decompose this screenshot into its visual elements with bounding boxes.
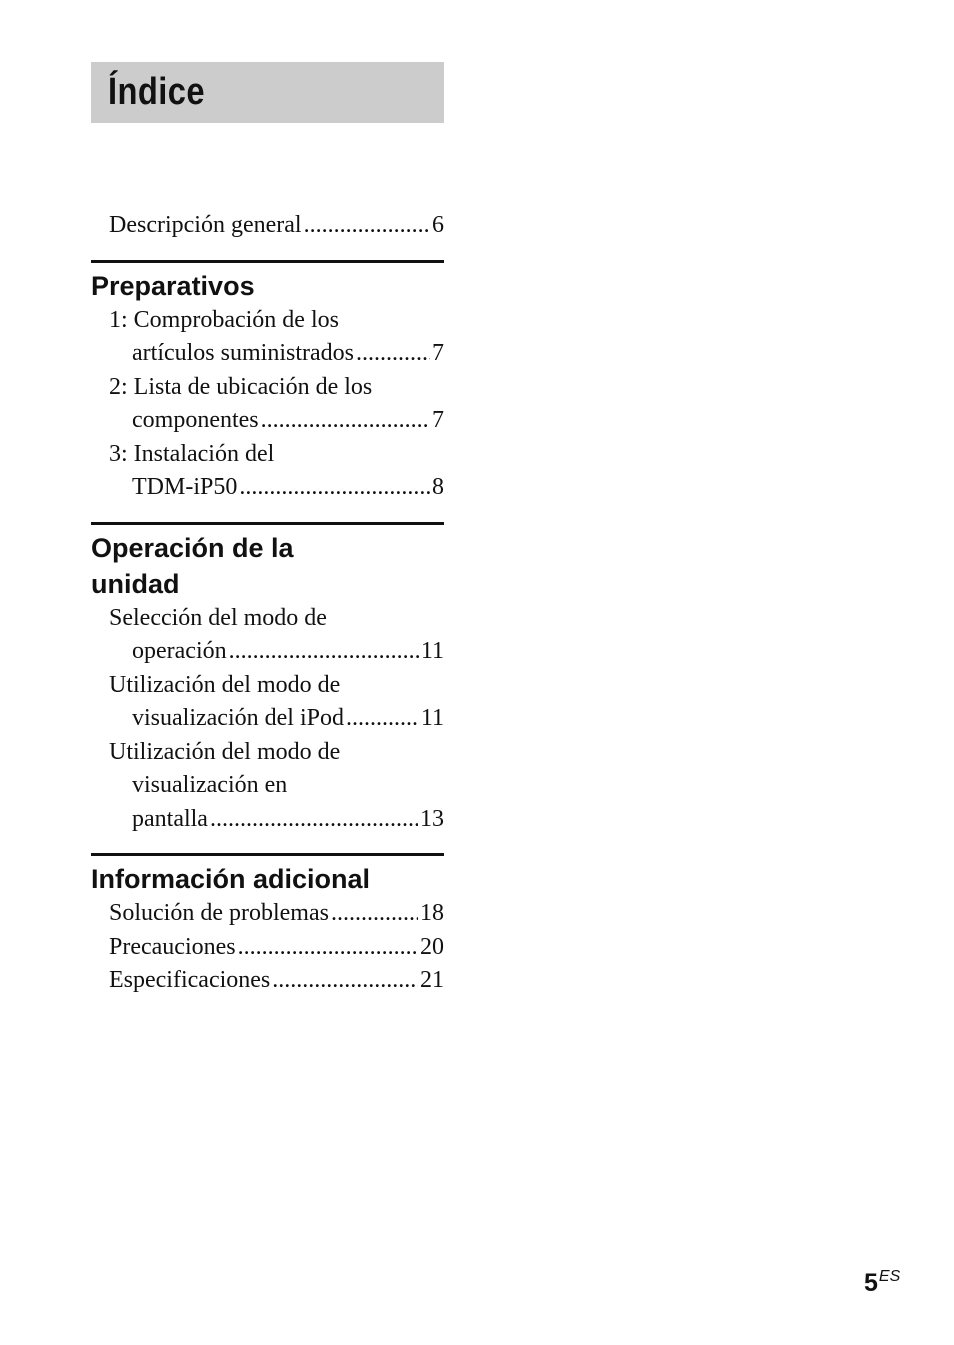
- toc-entry[interactable]: [109, 897, 444, 931]
- toc-entry[interactable]: [109, 438, 444, 505]
- toc-entry-text: visualización del iPod: [132, 705, 344, 731]
- toc-entry-page: 21: [420, 967, 444, 993]
- toc-entry-line: [109, 602, 444, 636]
- dot-leader: [272, 964, 418, 998]
- title-banner: [91, 62, 444, 123]
- toc-entry-line: [109, 304, 444, 338]
- toc-entry-text: visualización en: [132, 772, 288, 798]
- toc-sections: [91, 260, 444, 998]
- toc-entry-text: 3: Instalación del: [109, 440, 275, 467]
- toc-entry-line: [109, 337, 444, 371]
- page-number-language: ES: [878, 1268, 901, 1285]
- toc-entry-text: Utilización del modo de: [109, 671, 341, 698]
- toc-entry-page: 11: [420, 705, 444, 731]
- toc-entry-line: [109, 897, 444, 931]
- section-heading: [91, 263, 444, 304]
- page-number: [864, 1268, 900, 1298]
- toc-section: [91, 522, 444, 854]
- toc-entry-line: [109, 209, 444, 243]
- toc-entry-line: [109, 964, 444, 998]
- toc-entry-line: [109, 635, 444, 669]
- toc-entry-line: [109, 803, 444, 837]
- toc-entry[interactable]: [109, 304, 444, 371]
- intro-entry-list: [91, 209, 444, 243]
- toc-entry-page: 13: [420, 805, 444, 832]
- section-entry-list: [91, 304, 444, 505]
- section-heading: [91, 525, 444, 602]
- dot-leader: [346, 702, 419, 736]
- toc-entry-page: 8: [432, 474, 444, 500]
- toc-entry-text: componentes: [132, 407, 259, 433]
- dot-leader: [238, 931, 418, 965]
- toc-entry-line: [109, 471, 444, 505]
- dot-leader: [331, 897, 418, 931]
- toc-entry-text: Especificaciones: [109, 967, 271, 993]
- toc-entry[interactable]: [109, 602, 444, 669]
- toc-entry-text: artículos suministrados: [132, 340, 354, 366]
- page-number-value: 5: [864, 1269, 878, 1297]
- section-heading-line: unidad: [91, 568, 180, 599]
- toc-entry-text: Descripción general: [109, 212, 302, 238]
- toc-entry-line: [109, 669, 444, 703]
- toc-entry-page: 20: [420, 933, 444, 960]
- toc-entry-text: pantalla: [132, 805, 208, 832]
- dot-leader: [356, 337, 430, 371]
- toc-entry[interactable]: [109, 669, 444, 736]
- toc-entry-text: 2: Lista de ubicación de los: [109, 373, 373, 400]
- dot-leader: [229, 635, 419, 669]
- toc-entry[interactable]: [109, 931, 444, 965]
- dot-leader: [261, 404, 430, 438]
- toc-entry-text: Precauciones: [109, 933, 236, 960]
- toc-section: [91, 853, 444, 998]
- toc-entry-line: [109, 404, 444, 438]
- toc-entry-text: Solución de problemas: [109, 900, 329, 926]
- toc-entry-page: 11: [420, 638, 444, 664]
- dot-leader: [210, 803, 418, 837]
- toc-entry-line: [109, 702, 444, 736]
- toc-entry-page: 6: [432, 212, 444, 238]
- toc-entry-text: TDM-iP50: [132, 474, 238, 500]
- toc-entry-line: [109, 769, 444, 803]
- toc-entry-page: 7: [432, 407, 444, 433]
- toc-entry-text: operación: [132, 638, 227, 664]
- section-heading: [91, 856, 444, 897]
- intro-section: [91, 123, 444, 260]
- section-heading-line: Preparativos: [91, 270, 255, 301]
- toc-entry-page: 7: [432, 340, 444, 366]
- toc-entry-line: [109, 371, 444, 405]
- toc-entry[interactable]: [109, 964, 444, 998]
- table-of-contents: [91, 62, 444, 998]
- page-title: Índice: [108, 71, 206, 113]
- section-entry-list: [91, 602, 444, 837]
- section-entry-list: [91, 897, 444, 998]
- dot-leader: [239, 471, 430, 505]
- toc-entry-text: Utilización del modo de: [109, 738, 341, 765]
- toc-entry[interactable]: [109, 736, 444, 837]
- toc-entry-text: 1: Comprobación de los: [109, 306, 339, 333]
- dot-leader: [304, 209, 430, 243]
- toc-entry-page: 18: [420, 900, 444, 926]
- toc-entry-line: [109, 736, 444, 770]
- section-heading-line: Información adicional: [91, 864, 371, 894]
- toc-entry[interactable]: [109, 371, 444, 438]
- toc-section: [91, 260, 444, 522]
- toc-entry-text: Selección del modo de: [109, 604, 327, 631]
- toc-entry-line: [109, 931, 444, 965]
- section-heading-line: Operación de la: [91, 532, 294, 563]
- toc-entry-line: [109, 438, 444, 472]
- toc-entry[interactable]: [109, 209, 444, 243]
